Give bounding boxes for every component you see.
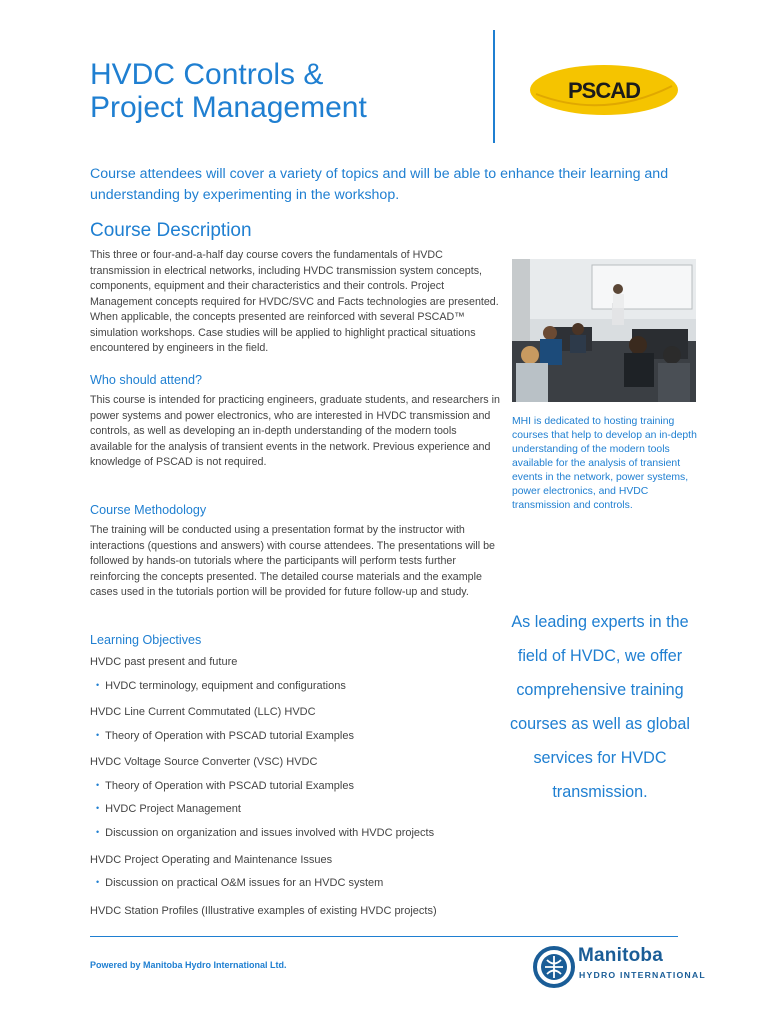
pull-quote: As leading experts in the field of HVDC, we offer comprehensive training courses as well as global services for HVDC transmission. — [510, 613, 690, 801]
footer-divider — [90, 936, 678, 937]
methodology-heading: Course Methodology — [90, 503, 207, 517]
methodology-body: The training will be conducted using a presentation format by the instructor with interactions (questions and answers) with course attendees. The presentations will be followed by hands-on tutorials where the participants will perform tests further reinforcing the concepts presented. The detailed course materials and the example cases used in the tutorials portion will be provided for future follow-up and study. — [90, 524, 495, 598]
title-line-2: Project Management — [90, 91, 367, 124]
objective-bullet: • Theory of Operation with PSCAD tutorial Examples — [96, 730, 354, 742]
objective-line: HVDC past present and future — [90, 656, 238, 668]
objective-bullet: • Discussion on practical O&M issues for an HVDC system — [96, 877, 384, 889]
course-description-heading: Course Description — [90, 220, 252, 241]
objective-line: HVDC Voltage Source Converter (VSC) HVDC — [90, 756, 318, 768]
objective-line: HVDC Station Profiles (Illustrative examples of existing HVDC projects) — [90, 905, 437, 917]
learning-objectives-heading: Learning Objectives — [90, 633, 202, 647]
page-title — [90, 58, 480, 124]
objective-bullet: • HVDC Project Management — [96, 803, 241, 815]
pscad-logo-text: PSCAD — [567, 78, 641, 103]
objective-bullet: • HVDC terminology, equipment and configurations — [96, 680, 346, 692]
photo-caption: MHI is dedicated to hosting training courses that help to develop an in-depth understanding of the modern tools available for the analysis of transient events in the network, power systems, power electronics, and HVDC transmission and controls. — [512, 416, 697, 511]
course-description-body: This three or four-and-a-half day course covers the fundamentals of HVDC transmission in electrical networks, including HVDC transmission system concepts, components, equipment and their characteristics and their controls. Project Management concepts required for HVDC/SVC and Facts technologies are presented. When applicable, the concepts presented are reinforced with several PSCAD™ simulation workshops. Case studies will be applied to highlight practical situations encountered by engineers in the field. — [90, 249, 499, 354]
manitoba-logo-name: Manitoba — [578, 945, 663, 966]
intro-text: Course attendees will cover a variety of topics and will be able to enhance their learning and understanding by experimenting in the workshop. — [90, 166, 669, 203]
title-line-1: HVDC Controls & — [90, 58, 324, 91]
classroom-photo — [512, 259, 696, 402]
objective-bullet: • Discussion on organization and issues involved with HVDC projects — [96, 827, 435, 839]
header-divider — [493, 30, 495, 143]
pscad-logo — [528, 62, 680, 118]
powered-by-text: Powered by Manitoba Hydro International Ltd. — [90, 960, 287, 970]
objective-line: HVDC Project Operating and Maintenance Issues — [90, 854, 333, 866]
who-should-attend-heading: Who should attend? — [90, 373, 203, 387]
objective-line: HVDC Line Current Commutated (LLC) HVDC — [90, 706, 316, 718]
manitoba-logo-subtitle: HYDRO INTERNATIONAL — [579, 970, 706, 980]
who-should-attend-body: This course is intended for practicing engineers, graduate students, and researchers in power systems and power electronics, who are interested in HVDC transmission and controls, as well as developing an in-depth understanding of the modern tools available for the analysis of transient events in the network. Previous experience and knowledge of PSCAD is not required. — [90, 394, 500, 468]
objective-bullet: • Theory of Operation with PSCAD tutorial Examples — [96, 780, 354, 792]
